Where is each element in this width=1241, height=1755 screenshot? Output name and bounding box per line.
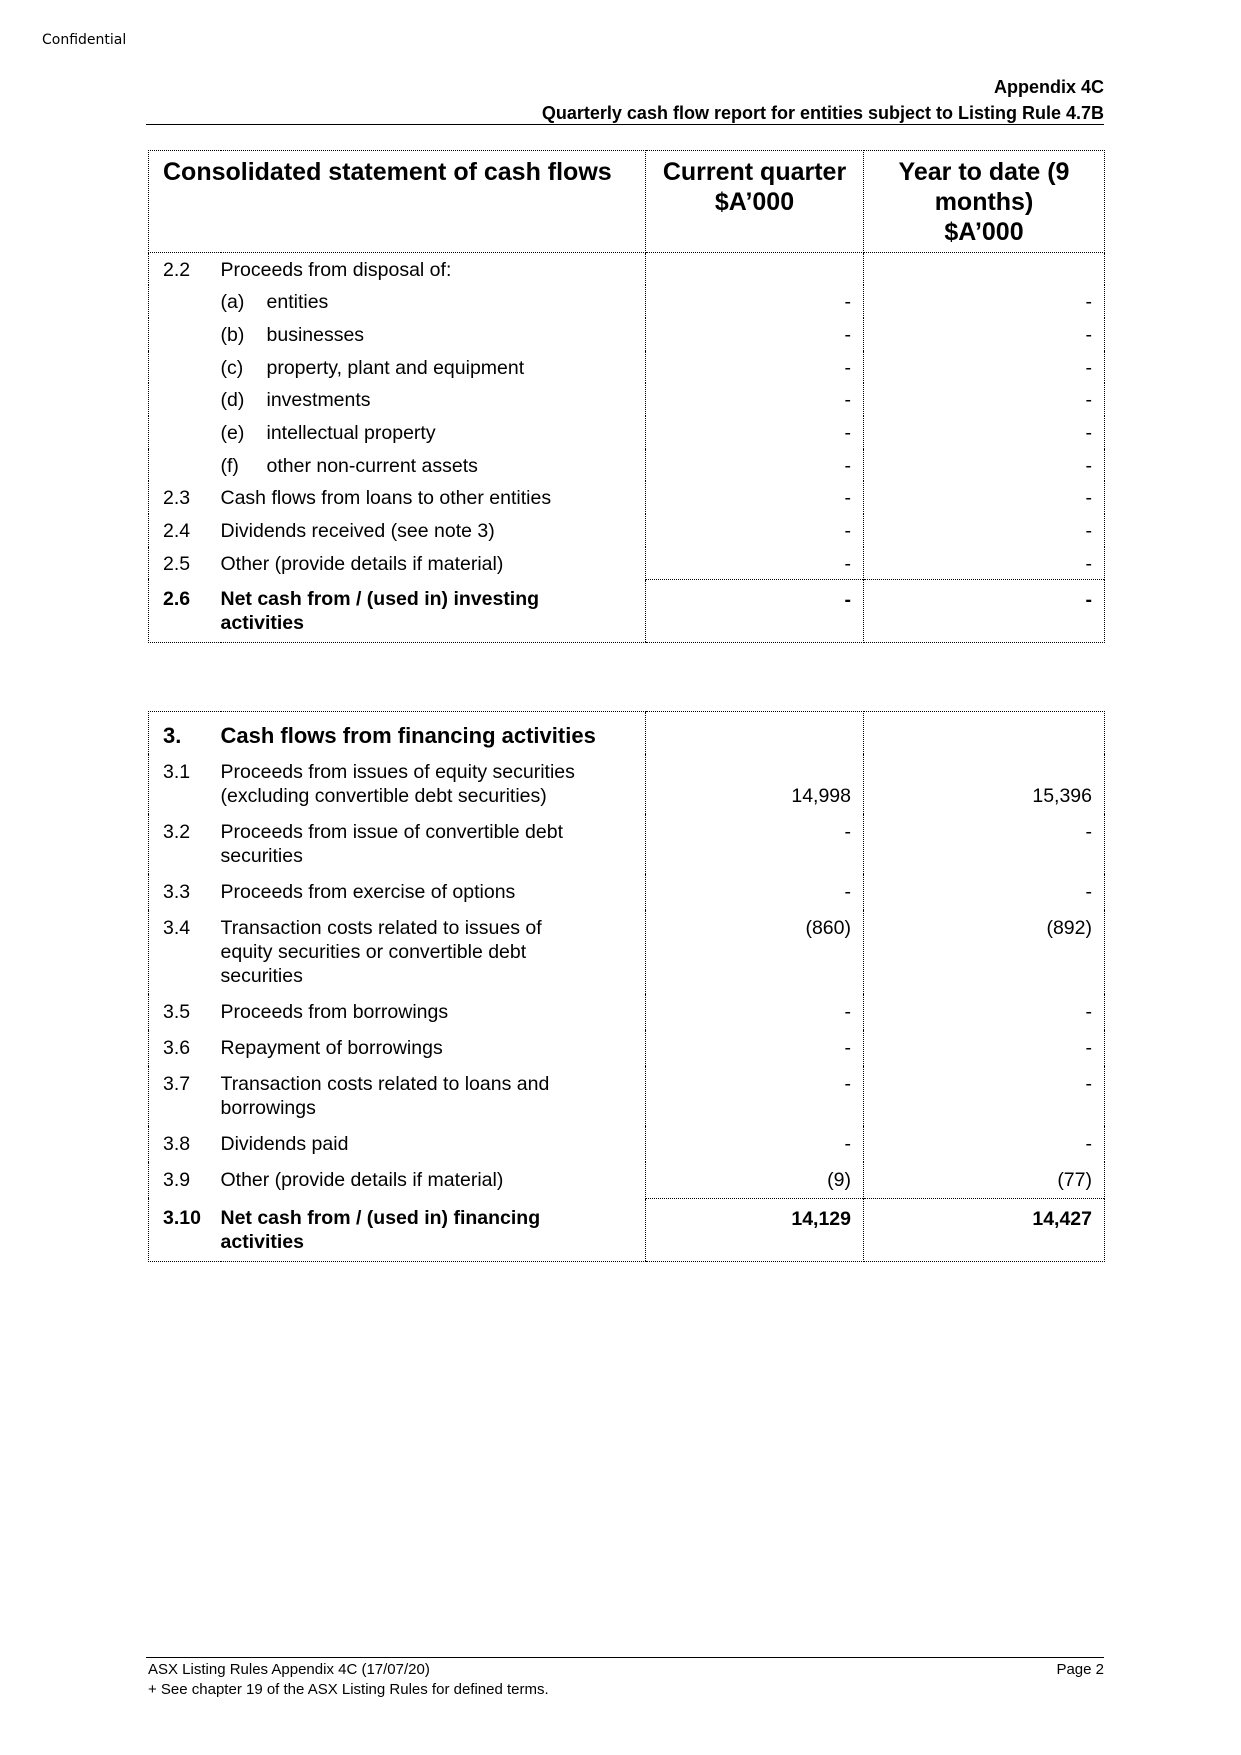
table-row [149,351,1105,384]
row-label-line: Repayment of borrowings [220,1036,443,1059]
row-ref: 3.3 [149,874,221,910]
row-ref [149,416,221,449]
row-label-text: Proceeds from disposal of: [220,259,452,281]
row-label-line: Proceeds from exercise of options [220,880,516,903]
row-current: - [646,318,864,351]
row-ytd: - [864,874,1105,910]
row-label-line: Proceeds from issue of convertible debt [220,820,564,843]
row-current: - [646,874,864,910]
row-ytd: - [864,481,1105,514]
row-label-line: Transaction costs related to loans and [220,1072,550,1095]
cash-flow-table-investing [148,150,1105,643]
row-ytd: - [864,1030,1105,1066]
row-ytd: - [864,351,1105,384]
row-ref [149,318,221,351]
row-label [221,994,646,1030]
row-current: 14,998 [646,754,864,814]
table-row [149,1030,1105,1066]
header-rule [146,124,1104,125]
row-sub-ref: (a) [220,291,245,314]
row-label [221,351,646,384]
table-row [149,253,1105,286]
row-label-line: Transaction costs related to issues of [220,916,542,939]
total-label-line2: activities [220,1231,304,1253]
row-ref: 3.8 [149,1126,221,1162]
table-row-total-investing [149,579,1105,642]
row-ref [149,351,221,384]
row-ref: 2.4 [149,514,221,547]
row-ytd: - [864,994,1105,1030]
row-label [221,547,646,580]
row-current: - [646,285,864,318]
table-row [149,514,1105,547]
row-current: - [646,383,864,416]
row-current: - [646,547,864,580]
row-current: - [646,449,864,482]
confidential-mark: Confidential [42,32,127,48]
row-ytd: - [864,579,1105,642]
row-label [221,1126,646,1162]
table-row [149,910,1105,994]
row-ytd: - [864,449,1105,482]
row-label [221,1066,646,1126]
row-sub-ref: (d) [220,389,245,412]
row-label-text: other non-current assets [266,454,478,477]
row-ref: 2.2 [149,253,221,286]
row-ref: 3.5 [149,994,221,1030]
row-label-line: Proceeds from borrowings [220,1000,449,1023]
row-current: - [646,416,864,449]
row-label-line: Dividends paid [220,1132,349,1155]
footer-notes [148,1660,549,1700]
row-current: - [646,1066,864,1126]
header-title: Appendix 4C [993,77,1104,97]
table-row [149,481,1105,514]
row-current: 14,129 [646,1198,864,1261]
row-ytd: - [864,318,1105,351]
row-label [221,754,646,814]
row-label-line: securities [220,844,303,867]
row-current: (860) [646,910,864,994]
row-ytd: - [864,416,1105,449]
row-ytd: - [864,514,1105,547]
row-label-text: property, plant and equipment [266,356,525,379]
total-label-line1: Net cash from / (used in) investing [220,588,540,611]
col-ytd-line2: months) [934,188,1034,216]
row-current: - [646,814,864,874]
row-label [221,1162,646,1199]
row-label-text: intellectual property [266,421,436,444]
table-row [149,814,1105,874]
row-sub-ref: (c) [220,356,244,379]
row-label-line: securities [220,964,303,987]
row-ref: 3.1 [149,754,221,814]
table-row [149,754,1105,814]
table-row [149,994,1105,1030]
row-ytd: 14,427 [864,1198,1105,1261]
row-ytd [864,253,1105,286]
row-label [221,253,646,286]
row-current: - [646,994,864,1030]
row-label [221,481,646,514]
row-current: - [646,351,864,384]
table-row-total-financing [149,1198,1105,1261]
total-label-line1: Net cash from / (used in) financing [220,1207,541,1229]
row-ytd: (77) [864,1162,1105,1199]
row-ref: 3.4 [149,910,221,994]
table-row [149,416,1105,449]
header-spacer-current [646,712,864,754]
row-label [221,874,646,910]
col-current-line2: $A’000 [714,188,795,216]
row-ytd: 15,396 [864,754,1105,814]
table-row [149,383,1105,416]
row-label [221,1030,646,1066]
row-ref [149,383,221,416]
row-label [221,1198,646,1261]
table-row [149,1162,1105,1199]
footer-source: ASX Listing Rules Appendix 4C (17/07/20) [148,1661,430,1678]
row-label-line: borrowings [220,1096,316,1119]
footer-rule [146,1657,1104,1658]
row-label [221,579,646,642]
row-label [221,383,646,416]
row-ref [149,449,221,482]
section-ref: 3. [149,712,221,754]
row-label-line: equity securities or convertible debt [220,940,527,963]
table-row [149,874,1105,910]
row-label [221,514,646,547]
page-number: Page 2 [1056,1661,1104,1678]
row-current: (9) [646,1162,864,1199]
row-label-text: Cash flows from loans to other entities [220,487,552,510]
col-year-to-date [864,151,1105,253]
row-ref: 2.5 [149,547,221,580]
row-ref: 2.6 [149,579,221,642]
row-label [221,449,646,482]
col-ytd-line1: Year to date (9 [898,158,1070,186]
row-ytd: - [864,814,1105,874]
col-current-quarter [646,151,864,253]
row-label [221,285,646,318]
row-ref: 3.9 [149,1162,221,1199]
page-header [146,74,1104,126]
row-ytd: - [864,1126,1105,1162]
row-ytd: - [864,547,1105,580]
row-sub-ref: (e) [220,421,245,444]
section-heading: Cash flows from financing activities [221,712,646,754]
row-ref: 3.10 [149,1198,221,1261]
row-label-text: Other (provide details if material) [220,552,504,575]
table-row [149,1066,1105,1126]
row-ref [149,285,221,318]
row-current: - [646,579,864,642]
row-label [221,318,646,351]
header-spacer-ytd [864,712,1105,754]
cash-flow-table-financing [148,711,1105,1262]
row-label-text: Dividends received (see note 3) [220,520,495,542]
col-ytd-line3: $A’000 [944,218,1024,246]
row-label [221,814,646,874]
row-current: - [646,1030,864,1066]
row-ytd: - [864,383,1105,416]
row-ytd: (892) [864,910,1105,994]
table-row [149,449,1105,482]
header-subtitle: Quarterly cash flow report for entities subject to Listing Rule 4.7B [541,103,1104,123]
row-current: - [646,481,864,514]
row-ref: 3.2 [149,814,221,874]
row-sub-ref: (f) [220,454,239,477]
footer-definitions-note: + See chapter 19 of the ASX Listing Rules for defined terms. [148,1681,549,1698]
row-label-text: businesses [266,323,365,346]
row-label-line: Other (provide details if material) [220,1168,504,1191]
row-ytd: - [864,285,1105,318]
row-ytd: - [864,1066,1105,1126]
row-current [646,253,864,286]
row-label-line: (excluding convertible debt securities) [220,784,547,807]
col-current-line1: Current quarter [662,158,847,186]
row-sub-ref: (b) [220,323,245,346]
statement-heading: Consolidated statement of cash flows [149,151,646,253]
row-ref: 3.7 [149,1066,221,1126]
row-current: - [646,514,864,547]
total-label-line2: activities [220,612,304,635]
row-label-text: investments [266,389,371,412]
row-ref: 3.6 [149,1030,221,1066]
row-current: - [646,1126,864,1162]
table-row [149,318,1105,351]
row-label [221,416,646,449]
table-row [149,1126,1105,1162]
row-label-line: Proceeds from issues of equity securities [220,760,575,783]
table-row [149,547,1105,580]
row-ref: 2.3 [149,481,221,514]
row-label-text: entities [266,291,329,314]
table-row [149,285,1105,318]
row-label [221,910,646,994]
